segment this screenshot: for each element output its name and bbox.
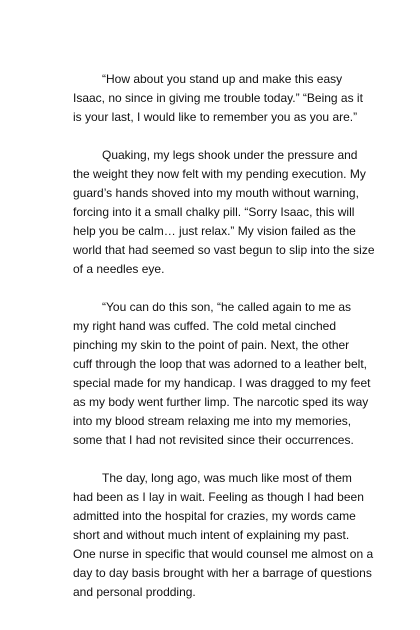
text-line: admitted into the hospital for crazies, my words came — [73, 509, 356, 523]
text-line: “How about you stand up and make this easy — [102, 72, 343, 86]
body-text — [73, 70, 375, 602]
text-line: had been as I lay in wait. Feeling as though I had been — [73, 490, 364, 504]
text-line: is your last, I would like to remember you as you are.” — [73, 110, 358, 124]
text-line: cuff through the loop that was adorned to a leather belt, — [73, 357, 367, 371]
paragraph-4 — [73, 469, 374, 602]
text-line: Isaac, no since in giving me trouble today.” “Being as it — [73, 91, 363, 105]
text-line: Quaking, my legs shook under the pressure and — [102, 148, 358, 162]
text-line: and personal prodding. — [73, 585, 196, 599]
text-line: my right hand was cuffed. The cold metal cinched — [73, 319, 337, 333]
text-line: special made for my handicap. I was dragged to my feet — [73, 376, 371, 390]
text-line: pinching my skin to the point of pain. Next, the other — [73, 338, 350, 352]
text-line: short and without much intent of explaining my past. — [73, 528, 350, 542]
text-line: as my body went further limp. The narcotic sped its way — [73, 395, 369, 409]
text-line: forcing into it a small chalky pill. “Sorry Isaac, this will — [73, 205, 355, 219]
text-line: some that I had not revisited since their occurrences. — [73, 433, 354, 447]
text-line: help you be calm… just relax.” My vision failed as the — [73, 224, 356, 238]
paragraph-1 — [73, 70, 369, 127]
text-line: The day, long ago, was much like most of them — [102, 471, 352, 485]
text-line: of a needles eye. — [73, 262, 165, 276]
text-line: into my blood stream relaxing me into my memories, — [73, 414, 352, 428]
paragraph-3 — [73, 298, 369, 450]
text-line: guard’s hands shoved into my mouth without warning, — [73, 186, 359, 200]
text-line: world that had seemed so vast begun to slip into the size — [73, 243, 375, 257]
text-line: the weight they now felt with my pending execution. My — [73, 167, 366, 181]
text-line: One nurse in specific that would counsel me almost on a — [73, 547, 374, 561]
text-line: “You can do this son, “he called again to me as — [102, 300, 352, 314]
text-line: day to day basis brought with her a barrage of questions — [73, 566, 372, 580]
paragraph-2 — [73, 146, 375, 279]
